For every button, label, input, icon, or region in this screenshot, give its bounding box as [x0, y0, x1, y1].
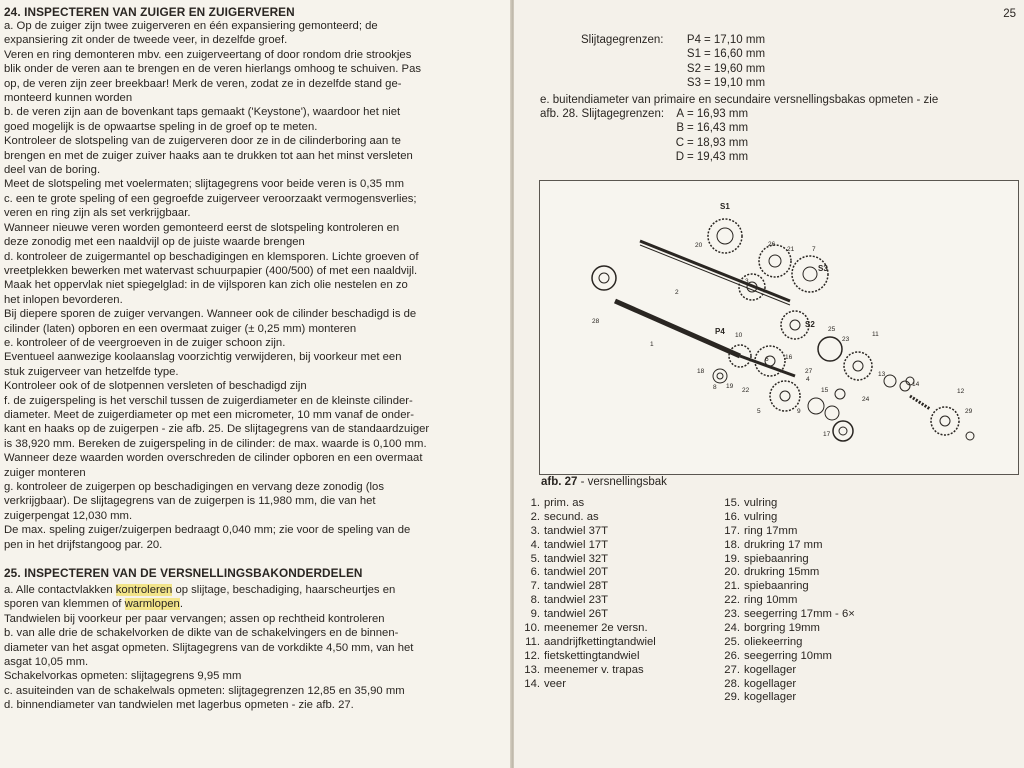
- figure-callout-label: 23: [842, 336, 850, 343]
- figure-callout-label: 20: [695, 242, 703, 249]
- legend-number: 25.: [724, 635, 740, 648]
- section-24-line: blik onder de veren aan te brengen en de veren hierlangs omhoog te schuiven. Pas: [4, 63, 422, 76]
- legend-item: [718, 553, 918, 567]
- legend-label: kogellager: [744, 691, 797, 704]
- wear-limit-key: D: [675, 151, 684, 164]
- legend-label: seegerring 17mm - 6×: [744, 608, 855, 621]
- section-24-line: f. de zuigerspeling is het verschil tussen de zuigerdiameter en de kleinste cilinder-: [4, 394, 413, 407]
- section-25-line: c. asuiteinden van de schakelwals opmeten: slijtagegrenzen 12,85 en 35,90 mm: [4, 684, 405, 697]
- wear-limit-value: = 17,10 mm: [704, 34, 766, 46]
- figure-callout-label: S1: [720, 202, 730, 211]
- legend-number: 26.: [724, 649, 740, 662]
- paragraph-e: e. buitendiameter van primaire en secundaire versnellingsbakas opmeten - zie: [540, 94, 939, 106]
- figure-callout-label: 29: [965, 408, 973, 415]
- figure-callout-label: 17: [823, 431, 831, 438]
- wear-limit-key: P4: [686, 34, 701, 46]
- legend-number: 21.: [724, 580, 740, 593]
- section-24-line: stuk zuigerveer van hetzelfde type.: [4, 365, 179, 378]
- legend-item: [518, 511, 718, 525]
- legend-number: 16.: [724, 510, 740, 523]
- legend-number: 20.: [724, 566, 740, 579]
- section-24-line: expansiering zit onder de tweede veer, in dezelfde groef.: [4, 34, 288, 47]
- figure-callout-label: 1: [650, 341, 654, 348]
- legend-label: spiebaanring: [744, 552, 809, 565]
- figure-callout-label: P4: [715, 327, 725, 336]
- highlighted-word: kontroleren: [115, 584, 173, 597]
- section-25-line: Tandwielen bij voorkeur per paar vervangen; assen op rechtheid kontroleren: [4, 612, 385, 625]
- figure-callout-label: 7: [812, 246, 816, 253]
- section-24-line: kant en haaks op de zuigerpen - zie afb. 25. De slijtagegrens van de standaardzuiger: [4, 423, 430, 436]
- text-run: op slijtage, beschadiging, haarscheurtjes en: [172, 584, 396, 597]
- wear-limit-row: [540, 121, 840, 135]
- legend-label: kogellager: [744, 663, 797, 676]
- wear-limit-value: = 19,10 mm: [704, 77, 766, 90]
- wear-limits-table-1: [581, 33, 841, 91]
- figure-callout-label: 5: [757, 408, 761, 415]
- text-run: a. Alle contactvlakken: [4, 584, 116, 597]
- section-24-line: op, de veren zijn zeer breekbaar! Merk de veren, zodat ze in dezelfde stand ge-: [4, 77, 402, 90]
- legend-number: 27.: [724, 663, 740, 676]
- section-24-line: het inlopen bevorderen.: [4, 293, 123, 306]
- section-24-line: diameter. Meet de zuigerdiameter op met een micrometer, 10 mm vanaf de onder-: [4, 408, 415, 421]
- page-number: 25: [1003, 8, 1016, 20]
- wear-limit-key: S2: [686, 62, 701, 75]
- wear-limits-table-2: [540, 107, 840, 165]
- legend-item: [718, 691, 918, 705]
- section-25-body: [4, 612, 484, 713]
- figure-callout-label: 9: [797, 408, 801, 415]
- section-24-line: brengen en met de zuiger zuiver haaks aan te drukken tot aan het minst versleten: [4, 149, 413, 162]
- legend-item: [718, 511, 918, 525]
- caption-figure-number: afb. 27: [541, 476, 578, 488]
- legend-label: vulring: [744, 510, 778, 523]
- legend-number: 19.: [724, 552, 740, 565]
- figure-callout-label: 26: [768, 241, 776, 248]
- legend-label: meenemer 2e versn.: [544, 622, 648, 635]
- figure-callout-label: 2: [675, 289, 679, 296]
- figure-callout-label: 13: [878, 371, 886, 378]
- section-25-line: Schakelvorkas opmeten: slijtagegrens 9,95 mm: [4, 670, 242, 683]
- text-run: sporen van klemmen of: [4, 598, 125, 611]
- legend-label: seegerring 10mm: [744, 649, 832, 662]
- legend-number: 10.: [524, 622, 540, 635]
- legend-item: [718, 650, 918, 664]
- legend-label: tandwiel 23T: [544, 594, 609, 607]
- legend-label: fietskettingtandwiel: [544, 649, 640, 662]
- section-25-line: [4, 597, 484, 611]
- section-24-line: Meet de slotspeling met voelermaten; slijtagegrens voor beide veren is 0,35 mm: [4, 178, 404, 191]
- legend-number: 22.: [724, 594, 740, 607]
- figure-callout-label: 11: [872, 331, 879, 338]
- figure-callout-label: 6: [765, 356, 769, 363]
- section-24-line: is 38,920 mm. Bereken de zuigerspeling in de cilinder: de max. waarde is 0,100 mm.: [4, 437, 427, 450]
- legend-item: [718, 580, 918, 594]
- section-24-line: Bij diepere sporen de zuiger vervangen. Wanneer ook de cilinder beschadigd is de: [4, 308, 417, 321]
- section-25-line: diameter van het asgat opmeten. Slijtagegrens van de vorkdikte 4,50 mm, van het: [4, 641, 414, 654]
- legend-label: vulring: [744, 497, 778, 509]
- legend-number: 14.: [524, 677, 540, 690]
- wear-limit-prefix: Slijtagegrenzen:: [581, 34, 664, 46]
- legend-item: [518, 608, 718, 622]
- section-24-line: Kontroleer de slotspeling van de zuigerveren door ze in de cilinderboring aan te: [4, 135, 401, 148]
- text-run: .: [179, 598, 183, 611]
- legend-label: drukring 15mm: [744, 566, 820, 579]
- legend-item: [518, 622, 718, 636]
- caption-title: - versnellingsbak: [577, 476, 667, 488]
- figure-caption: [541, 476, 667, 488]
- legend-item: [718, 636, 918, 650]
- section-24-line: goed mogelijk is de opwaartse speling in de groef op te meten.: [4, 120, 318, 133]
- section-24-line: cilinder (laten) opboren en een overmaat zuiger (± 0,25 mm) monteren: [4, 322, 357, 335]
- wear-limit-key: A: [676, 108, 684, 120]
- figure-callout-label: 28: [592, 318, 600, 325]
- legend-label: ring 17mm: [744, 524, 798, 537]
- legend-number: 28.: [724, 677, 740, 690]
- legend-number: 18.: [724, 538, 740, 551]
- legend-item: [518, 594, 718, 608]
- legend-label: tandwiel 26T: [544, 608, 609, 621]
- highlighted-word: warmlopen: [124, 598, 180, 611]
- section-24-body: [4, 19, 484, 552]
- section-24-line: monteerd kunnen worden: [4, 92, 133, 105]
- legend-label: borgring 19mm: [744, 622, 820, 635]
- legend-label: tandwiel 28T: [544, 580, 609, 593]
- section-24-line: d. kontroleer de zuigermantel op beschadigingen en klemsporen. Lichte groeven of: [4, 250, 419, 263]
- legend-label: spiebaanring: [744, 580, 809, 593]
- legend-item: [518, 497, 718, 511]
- legend-label: secund. as: [544, 510, 599, 523]
- figure-callout-label: 4: [806, 376, 810, 383]
- legend-item: [518, 678, 718, 692]
- legend-number: 3.: [530, 524, 540, 537]
- wear-limit-row: [540, 136, 840, 150]
- legend-number: 8.: [530, 594, 540, 607]
- figure-callout-label: 14: [912, 381, 920, 388]
- section-24-line: e. kontroleer of de veergroeven in de zuiger schoon zijn.: [4, 336, 286, 349]
- section-24-line: Wanneer deze waarden worden overschreden de cilinder opboren en een overmaat: [4, 452, 423, 465]
- figure-callout-label: 25: [828, 326, 836, 333]
- legend-number: 7.: [530, 580, 540, 593]
- section-24-line: verkrijgbaar). De slijtagegrens van de zuigerpen is 11,980 mm, die van het: [4, 495, 376, 508]
- legend-item: [518, 566, 718, 580]
- legend-item: [518, 525, 718, 539]
- wear-limit-key: C: [675, 136, 684, 149]
- section-24-line: deze zonodig met een naaldvijl op de juiste waarde brengen: [4, 236, 305, 249]
- legend-item: [718, 539, 918, 553]
- legend-number: 1.: [530, 497, 540, 509]
- legend-number: 24.: [724, 622, 740, 635]
- section-24-line: deel van de boring.: [4, 164, 101, 177]
- left-text-column: [4, 5, 484, 713]
- figure-callout-label: S3: [818, 264, 828, 273]
- legend-label: tandwiel 20T: [544, 566, 609, 579]
- section-25-line: [4, 583, 484, 597]
- legend-item: [518, 650, 718, 664]
- wear-limit-value: = 19,43 mm: [687, 151, 749, 164]
- section-24-line: Eventueel aanwezige koolaanslag voorzichtig verwijderen, bij voorkeur met een: [4, 351, 402, 364]
- legend-label: ring 10mm: [744, 594, 798, 607]
- section-24-heading: 24. INSPECTEREN VAN ZUIGER EN ZUIGERVEREN: [4, 5, 295, 19]
- legend-item: [518, 664, 718, 678]
- figure-callout-label: 12: [957, 388, 965, 395]
- section-24-line: zuigerpengat 12,030 mm.: [4, 509, 133, 522]
- legend-item: [718, 594, 918, 608]
- figure-callout-label: 22: [742, 387, 750, 394]
- legend-item: [718, 525, 918, 539]
- legend-label: prim. as: [544, 497, 585, 509]
- wear-limit-value: = 16,93 mm: [687, 108, 749, 120]
- section-25-line: d. binnendiameter van tandwielen met lagerbus opmeten - zie afb. 27.: [4, 699, 354, 712]
- section-24-line: g. kontroleer de zuigerpen op beschadigingen en vervang deze zonodig (los: [4, 481, 384, 493]
- legend-number: 12.: [524, 649, 540, 662]
- parts-legend-column-2: [718, 497, 918, 705]
- parts-legend-column-1: [518, 497, 718, 691]
- wear-limit-prefix: afb. 28. Slijtagegrenzen:: [540, 108, 665, 120]
- section-24-line: Veren en ring demonteren mbv. een zuigerveertang of door rondom drie strookjes: [4, 48, 412, 61]
- legend-label: tandwiel 37T: [544, 524, 609, 537]
- legend-item: [718, 664, 918, 678]
- primary-shaft: [640, 241, 790, 301]
- legend-label: meenemer v. trapas: [544, 663, 644, 676]
- figure-callout-label: 3: [745, 278, 749, 285]
- gearbox-drawing: [540, 181, 1018, 474]
- section-24-line: Maak het oppervlak niet spiegelglad: in de vijlsporen kan zich olie nestelen en zo: [4, 279, 408, 292]
- legend-label: tandwiel 32T: [544, 552, 609, 565]
- section-24-line: a. Op de zuiger zijn twee zuigerveren en één expansiering gemonteerd; de: [4, 20, 378, 32]
- legend-item: [718, 566, 918, 580]
- legend-label: aandrijfkettingtandwiel: [544, 635, 656, 648]
- legend-number: 17.: [724, 524, 740, 537]
- wear-limit-key: S3: [686, 77, 701, 90]
- figure-callout-label: S2: [805, 320, 815, 329]
- figure-callout-label: 15: [821, 387, 829, 394]
- section-24-line: c. een te grote speling of een gegroefde zuigerveer veroorzaakt vermogensverlies;: [4, 192, 417, 205]
- legend-label: kogellager: [744, 677, 797, 690]
- wear-limit-row: [581, 62, 841, 76]
- wear-limit-row: [581, 47, 841, 61]
- figure-callout-label: 10: [735, 332, 743, 339]
- legend-number: 23.: [724, 608, 740, 621]
- wear-limit-value: = 16,43 mm: [687, 122, 749, 135]
- legend-item: [718, 678, 918, 692]
- section-25-line: b. van alle drie de schakelvorken de dikte van de schakelvingers en de binnen-: [4, 627, 399, 640]
- legend-label: veer: [544, 677, 566, 690]
- legend-number: 4.: [530, 538, 540, 551]
- legend-number: 29.: [724, 691, 740, 704]
- legend-item: [518, 636, 718, 650]
- section-24-line: pen in het drijfstangoog par. 20.: [4, 538, 163, 551]
- wear-limit-row: [540, 150, 840, 164]
- wear-limit-value: = 18,93 mm: [687, 136, 749, 149]
- legend-number: 6.: [530, 566, 540, 579]
- section-24-line: zuiger monteren: [4, 466, 86, 479]
- legend-number: 11.: [525, 635, 540, 648]
- legend-number: 13.: [524, 663, 540, 676]
- figure-callout-label: 8: [713, 384, 717, 391]
- figure-callout-label: 24: [862, 396, 870, 403]
- gearbox-exploded-figure: [539, 180, 1019, 475]
- figure-callout-label: 19: [726, 383, 734, 390]
- wear-limit-key: B: [676, 122, 684, 135]
- section-24-line: Kontroleer ook of de slotpennen versleten of beschadigd zijn: [4, 380, 307, 393]
- section-25-line: asgat 10,05 mm.: [4, 656, 89, 669]
- figure-callout-label: 21: [787, 246, 795, 253]
- legend-item: [518, 580, 718, 594]
- section-24-line: Wanneer nieuwe veren worden gemonteerd eerst de slotspeling kontroleren en: [4, 221, 400, 234]
- section-24-line: vreetplekken bewerken met watervast schuurpapier (400/500) of met een naaldvijl.: [4, 264, 418, 277]
- wear-limit-row: [540, 107, 840, 121]
- section-24-line: veren en ring zijn als set verkrijgbaar.: [4, 207, 191, 220]
- figure-callout-label: 27: [805, 368, 813, 375]
- legend-label: drukring 17 mm: [744, 538, 823, 551]
- legend-label: tandwiel 17T: [544, 538, 609, 551]
- wear-limit-row: [581, 33, 841, 47]
- section-24-line: b. de veren zijn aan de bovenkant taps gemaakt ('Keystone'), waardoor het niet: [4, 106, 401, 119]
- legend-number: 2.: [530, 510, 540, 523]
- legend-item: [718, 497, 918, 511]
- legend-number: 5.: [530, 552, 540, 565]
- legend-item: [518, 539, 718, 553]
- wear-limit-value: = 19,60 mm: [704, 62, 766, 75]
- wear-limit-value: = 16,60 mm: [704, 48, 766, 61]
- section-25-heading: 25. INSPECTEREN VAN DE VERSNELLINGSBAKONDERDELEN: [4, 566, 363, 581]
- figure-callout-label: 18: [697, 368, 705, 375]
- legend-label: oliekeerring: [744, 635, 803, 648]
- legend-number: 9.: [530, 608, 540, 621]
- section-24-line: De max. speling zuiger/zuigerpen bedraagt 0,040 mm; zie voor de speling van de: [4, 524, 411, 537]
- legend-item: [718, 608, 918, 622]
- legend-item: [518, 553, 718, 567]
- figure-callout-label: 16: [785, 354, 793, 361]
- legend-number: 15.: [724, 497, 740, 509]
- wear-limit-key: S1: [686, 48, 701, 61]
- wear-limit-row: [581, 76, 841, 90]
- legend-item: [718, 622, 918, 636]
